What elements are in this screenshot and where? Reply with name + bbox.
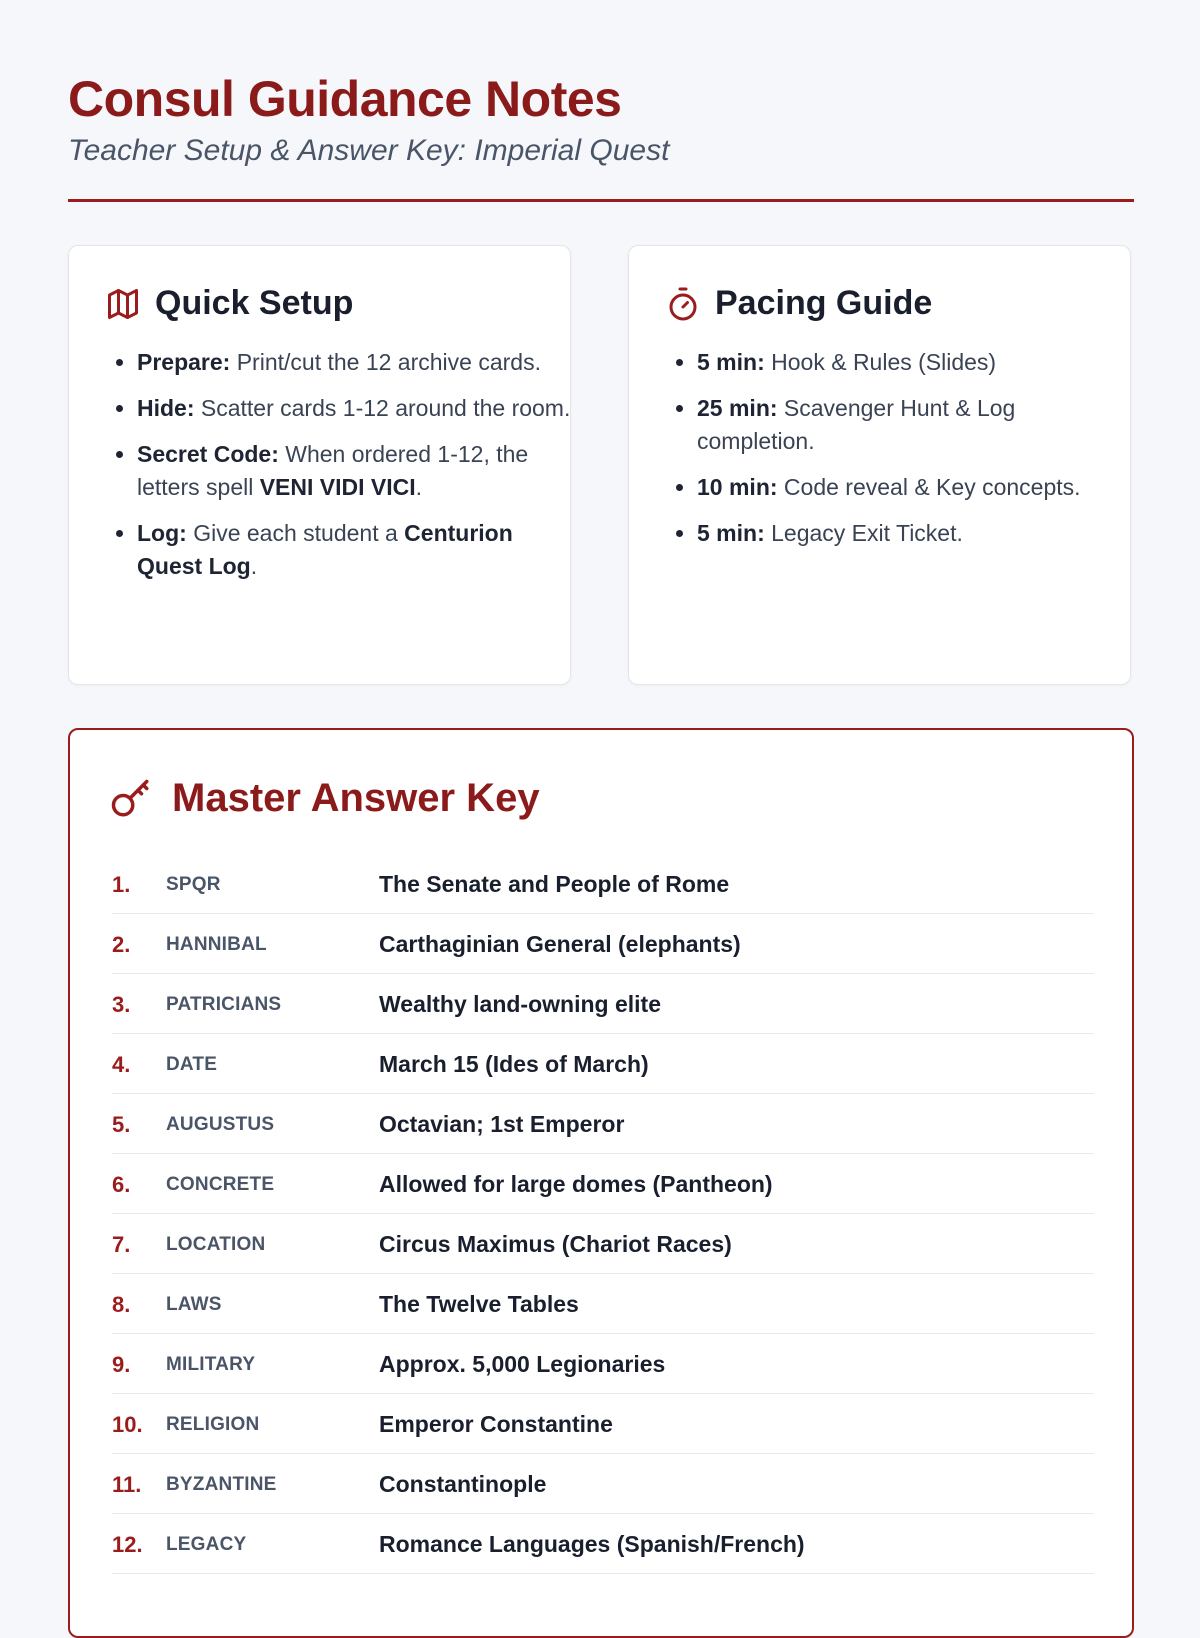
item-label: VENI VIDI VICI bbox=[259, 474, 416, 500]
answer-topic: BYZANTINE bbox=[166, 1473, 277, 1495]
answer-row bbox=[112, 1154, 1094, 1214]
pacing-guide-card bbox=[628, 245, 1131, 685]
answer-topic: HANNIBAL bbox=[166, 933, 267, 955]
item-text: Legacy Exit Ticket. bbox=[764, 520, 963, 546]
item-text: . bbox=[250, 553, 258, 579]
item-text: Hook & Rules (Slides) bbox=[764, 349, 997, 375]
item-text: Scatter cards 1-12 around the room. bbox=[194, 395, 571, 421]
list-item bbox=[137, 392, 577, 425]
answer-key-card bbox=[68, 728, 1134, 1638]
answer-topic: MILITARY bbox=[166, 1353, 256, 1375]
item-label: Prepare: bbox=[137, 349, 231, 375]
list-item bbox=[697, 517, 1137, 550]
pacing-guide-list bbox=[665, 346, 1137, 563]
quick-setup-header bbox=[105, 284, 353, 323]
item-label: 5 min: bbox=[697, 349, 765, 375]
answer-row bbox=[112, 974, 1094, 1034]
answer-number: 3. bbox=[112, 991, 131, 1017]
answer-row bbox=[112, 1514, 1094, 1574]
header-divider bbox=[68, 199, 1134, 202]
answer-key-title: Master Answer Key bbox=[172, 776, 540, 820]
answer-row bbox=[112, 1394, 1094, 1454]
answer-topic: LOCATION bbox=[166, 1233, 266, 1255]
map-icon bbox=[105, 286, 141, 322]
item-label: Hide: bbox=[137, 395, 195, 421]
item-text: Code reveal & Key concepts. bbox=[777, 474, 1081, 500]
answer-number: 1. bbox=[112, 871, 131, 897]
list-item bbox=[137, 438, 577, 504]
key-icon bbox=[110, 778, 152, 820]
answer-text: Octavian; 1st Emperor bbox=[379, 1111, 625, 1137]
answer-topic: CONCRETE bbox=[166, 1173, 275, 1195]
answer-text: Constantinople bbox=[379, 1471, 547, 1497]
quick-setup-card bbox=[68, 245, 571, 685]
answer-row bbox=[112, 1094, 1094, 1154]
answer-topic: DATE bbox=[166, 1053, 218, 1075]
item-label: 5 min: bbox=[697, 520, 765, 546]
answer-topic: PATRICIANS bbox=[166, 993, 282, 1015]
answer-text: Wealthy land-owning elite bbox=[379, 991, 661, 1017]
list-item bbox=[697, 392, 1137, 458]
page-subtitle: Teacher Setup & Answer Key: Imperial Quest bbox=[68, 134, 670, 167]
answer-number: 11. bbox=[112, 1471, 142, 1497]
pacing-guide-header bbox=[665, 284, 932, 323]
answer-text: The Twelve Tables bbox=[379, 1291, 579, 1317]
list-item bbox=[697, 471, 1137, 504]
answer-row bbox=[112, 854, 1094, 914]
answer-number: 10. bbox=[112, 1411, 143, 1437]
item-label: Log: bbox=[137, 520, 187, 546]
answer-text: The Senate and People of Rome bbox=[379, 871, 730, 897]
item-text: Give each student a bbox=[186, 520, 405, 546]
answer-text: Circus Maximus (Chariot Races) bbox=[379, 1231, 732, 1257]
answer-row bbox=[112, 1274, 1094, 1334]
answer-topic: LAWS bbox=[166, 1293, 222, 1315]
answer-text: Approx. 5,000 Legionaries bbox=[379, 1351, 666, 1377]
answer-text: March 15 (Ides of March) bbox=[379, 1051, 649, 1077]
list-item bbox=[697, 346, 1137, 379]
answer-number: 2. bbox=[112, 931, 131, 957]
answer-text: Romance Languages (Spanish/French) bbox=[379, 1531, 805, 1557]
item-label: 10 min: bbox=[697, 474, 778, 500]
answer-number: 8. bbox=[112, 1291, 131, 1317]
stopwatch-icon bbox=[665, 286, 701, 322]
item-text: Print/cut the 12 archive cards. bbox=[230, 349, 541, 375]
answer-topic: LEGACY bbox=[166, 1533, 247, 1555]
answer-number: 4. bbox=[112, 1051, 131, 1077]
answer-number: 6. bbox=[112, 1171, 131, 1197]
answer-row bbox=[112, 1034, 1094, 1094]
answer-number: 5. bbox=[112, 1111, 131, 1137]
answer-topic: AUGUSTUS bbox=[166, 1113, 275, 1135]
item-text: . bbox=[415, 474, 423, 500]
answer-row bbox=[112, 1454, 1094, 1514]
answer-row bbox=[112, 914, 1094, 974]
item-label: Centurion Quest Log bbox=[137, 520, 513, 579]
quick-setup-title: Quick Setup bbox=[155, 284, 354, 322]
answer-row bbox=[112, 1334, 1094, 1394]
pacing-guide-title: Pacing Guide bbox=[715, 284, 933, 322]
answer-number: 12. bbox=[112, 1531, 143, 1557]
item-text: When ordered 1-12, the letters spell bbox=[137, 441, 529, 500]
quick-setup-list bbox=[105, 346, 577, 596]
item-text: Scavenger Hunt & Log completion. bbox=[697, 395, 1016, 454]
answer-row bbox=[112, 1214, 1094, 1274]
answer-text: Allowed for large domes (Pantheon) bbox=[379, 1171, 773, 1197]
answer-key-header bbox=[110, 776, 540, 821]
list-item bbox=[137, 517, 577, 583]
answer-text: Emperor Constantine bbox=[379, 1411, 613, 1437]
answer-key-list bbox=[112, 854, 1094, 1574]
answer-text: Carthaginian General (elephants) bbox=[379, 931, 741, 957]
item-label: Secret Code: bbox=[137, 441, 279, 467]
page-title: Consul Guidance Notes bbox=[68, 71, 622, 127]
answer-topic: SPQR bbox=[166, 873, 221, 895]
answer-number: 9. bbox=[112, 1351, 131, 1377]
answer-topic: RELIGION bbox=[166, 1413, 260, 1435]
list-item bbox=[137, 346, 577, 379]
answer-number: 7. bbox=[112, 1231, 131, 1257]
item-label: 25 min: bbox=[697, 395, 778, 421]
